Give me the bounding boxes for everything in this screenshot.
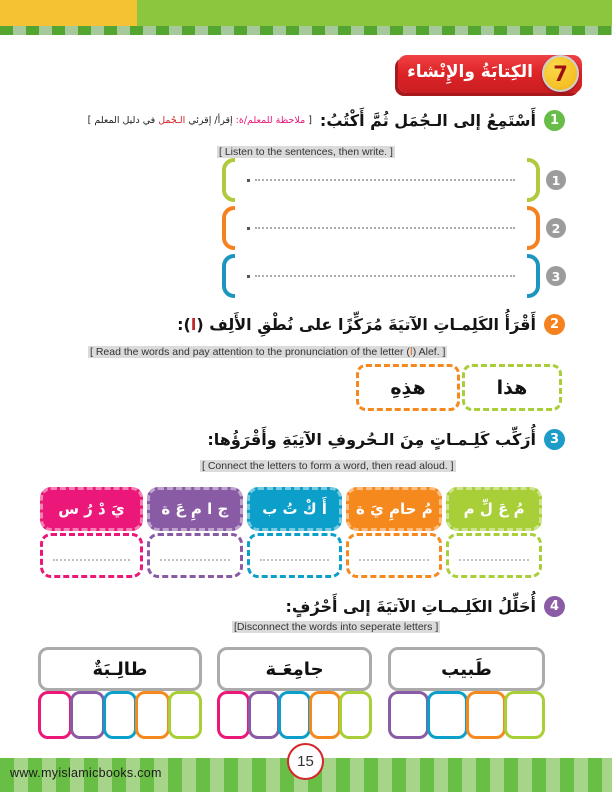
bracket-right-icon [527,254,540,298]
exercise1-number-badge: 1 [544,110,565,131]
teacher-note: [ ملاحظة للمعلم/ة: إقرأ/ إقرئي الـجُمل في دليل المعلم ] [87,115,312,126]
writing-line-2[interactable] [222,206,566,250]
exercise2-heading [177,314,565,335]
letter-tiles-row [40,487,542,531]
line-number-badge: 1 [546,170,566,190]
word-box-tabib: طَبيب [388,647,545,691]
lesson-title: الكِتابَةُ والإِنْشاء [407,62,533,82]
answer-slot[interactable] [247,533,343,578]
letter-cells-tabib [388,691,545,739]
website-url: www.myislamicbooks.com [10,766,162,780]
exercise3-caption-en: [ Connect the letters to form a word, then read aloud. ] [202,460,454,472]
exercise4-caption-en: [Disconnect the words into seperate letters ] [234,621,439,633]
lesson-number-badge: 7 [542,55,579,92]
exercise2-caption-en: [ Read the words and pay attention to the pronunciation of the letter (ا) Alef. ] [90,346,446,358]
exercise3-number-badge: 3 [544,429,565,450]
letter-cell[interactable] [427,691,468,739]
letter-cell[interactable] [135,691,169,739]
bracket-left-icon [222,206,235,250]
top-band-green [0,0,612,26]
letter-cell[interactable] [504,691,545,739]
exercise1-instruction-ar: أَسْتَمِعُ إلى الـجُمَل ثُمَّ أَكْتُبُ: [319,111,536,130]
top-stripes [0,26,612,35]
bracket-left-icon [222,254,235,298]
letter-cell[interactable] [103,691,137,739]
writing-line-3[interactable] [222,254,566,298]
period-dot [247,275,250,278]
exercise1-heading [88,110,565,131]
line-number-badge: 3 [546,266,566,286]
exercise3-instruction-ar: أُرَكِّب كَلِـمـاتٍ مِنَ الـحُروفِ الآتِيَةِ وأَقْرَؤُها: [207,430,536,449]
exercise3-heading [207,429,565,450]
exercise2-instruction-ar: أَقْرَأُ الكَلِمـاتِ الآتيَةَ مُرَكِّزًا على نُطْقِ الأَلِف (ا): [177,315,536,334]
bracket-left-icon [222,158,235,202]
letter-cell[interactable] [388,691,429,739]
lesson-banner [398,55,582,93]
dotted-rule [255,227,515,229]
exercise4-heading [286,596,565,617]
letter-cell[interactable] [38,691,72,739]
page-number-badge: 15 [287,743,324,780]
dotted-rule [255,179,515,181]
word-box-hatha: هذا [462,364,562,411]
letter-cells-jamia [217,691,372,739]
top-band-yellow [0,0,137,26]
word-box-jamia: جامِعَـة [217,647,372,691]
letter-cell[interactable] [278,691,311,739]
letter-cell[interactable] [248,691,281,739]
teacher-note-object: الـجُمل [158,115,186,126]
letter-tile-muallim: مُ عَ لِّ م [446,487,542,531]
answer-slot[interactable] [147,533,243,578]
teacher-note-label: ملاحظة للمعلم/ة: [235,115,306,126]
letter-cell[interactable] [168,691,202,739]
dotted-rule [255,275,515,277]
letter-cell[interactable] [466,691,507,739]
word-box-hathihi: هذِهِ [356,364,460,411]
letter-cell[interactable] [70,691,104,739]
alef-letter: ا [190,315,197,334]
answer-slot[interactable] [346,533,442,578]
letter-tile-jamia: ج ا مِ عَ ة [147,487,243,531]
letter-tile-yadrus: يَ دْ رُ س [40,487,143,531]
answer-slots-row [40,533,542,578]
bracket-right-icon [527,206,540,250]
letter-tile-aktub: أَ كْ تُ ب [247,487,343,531]
alef-letter: ا [409,346,413,358]
letter-cell[interactable] [339,691,372,739]
word-box-talibah: طالِـبَةٌ [38,647,202,691]
letter-tile-muhamiya: مُ حامِ يَ ة [346,487,442,531]
letter-cell[interactable] [309,691,342,739]
exercise4-instruction-ar: أُحَلِّلُ الكَلِـمـاتِ الآتيَةَ إلى أَحْرُفٍ: [285,597,536,616]
period-dot [247,227,250,230]
bracket-right-icon [527,158,540,202]
letter-cell[interactable] [217,691,250,739]
answer-slot[interactable] [446,533,542,578]
writing-line-1[interactable] [222,158,566,202]
period-dot [247,179,250,182]
exercise1-caption-en: [ Listen to the sentences, then write. ] [219,146,393,158]
exercise2-number-badge: 2 [544,314,565,335]
letter-cells-talibah [38,691,202,739]
line-number-badge: 2 [546,218,566,238]
exercise4-number-badge: 4 [544,596,565,617]
answer-slot[interactable] [40,533,143,578]
